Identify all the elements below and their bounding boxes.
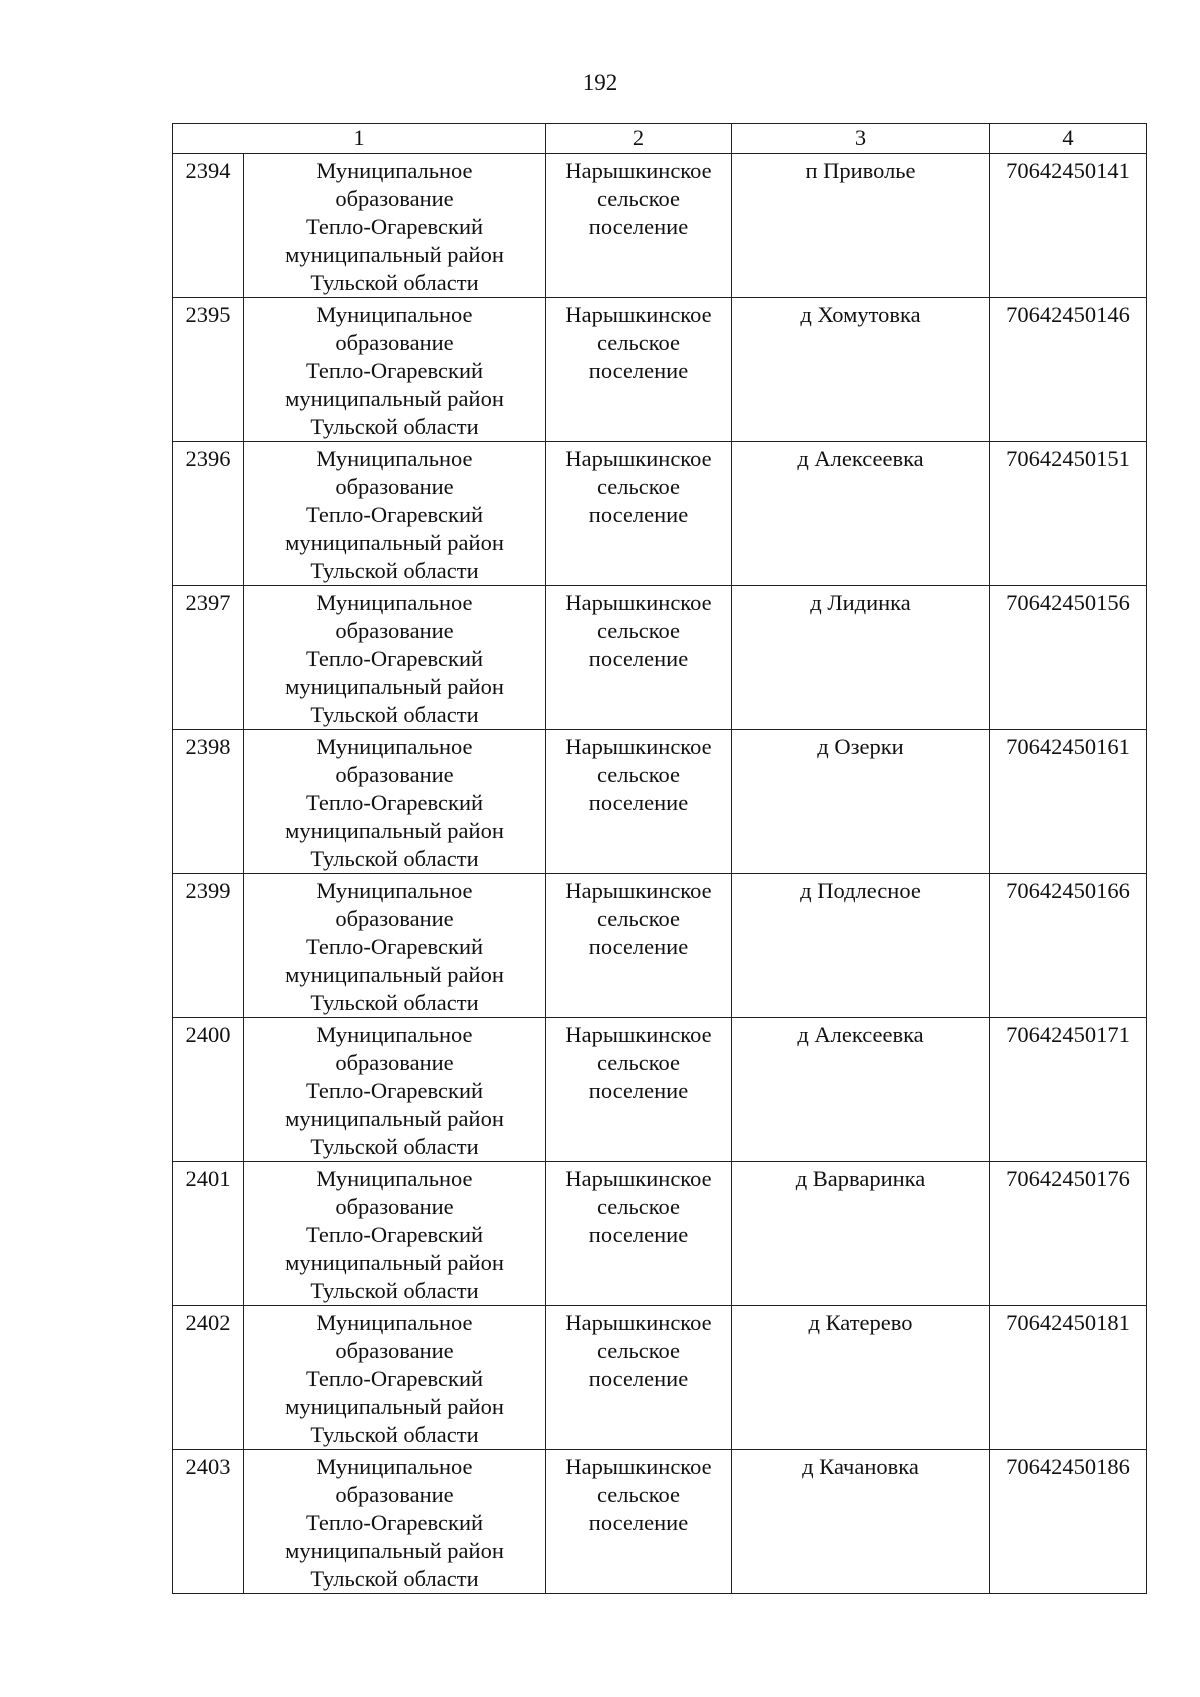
locality: п Приволье [732, 154, 990, 298]
municipal-formation-text: Муниципальное образование Тепло-Огаревский муниципальный район Тульской области [285, 878, 504, 1015]
row-number: 2396 [173, 442, 244, 586]
settlement [546, 1306, 732, 1450]
table-row [173, 730, 1147, 874]
row-number: 2403 [173, 1450, 244, 1594]
table-header [173, 124, 1147, 154]
municipal-formation-text: Муниципальное образование Тепло-Огаревский муниципальный район Тульской области [285, 1454, 504, 1591]
table-row [173, 586, 1147, 730]
locality: д Варваринка [732, 1162, 990, 1306]
header-col-3: 3 [732, 124, 990, 154]
locality: д Катерево [732, 1306, 990, 1450]
settlement [546, 298, 732, 442]
locality: д Хомутовка [732, 298, 990, 442]
row-number: 2402 [173, 1306, 244, 1450]
settlement [546, 1450, 732, 1594]
municipal-formation [244, 154, 546, 298]
row-number: 2398 [173, 730, 244, 874]
municipal-formation [244, 442, 546, 586]
header-col-4: 4 [990, 124, 1147, 154]
municipal-formation-text: Муниципальное образование Тепло-Огаревский муниципальный район Тульской области [285, 1310, 504, 1447]
row-number: 2397 [173, 586, 244, 730]
row-number: 2401 [173, 1162, 244, 1306]
municipal-formation-text: Муниципальное образование Тепло-Огаревский муниципальный район Тульской области [285, 1022, 504, 1159]
municipal-formation [244, 730, 546, 874]
table-row [173, 298, 1147, 442]
settlement [546, 730, 732, 874]
locality: д Озерки [732, 730, 990, 874]
settlement [546, 154, 732, 298]
table-row [173, 442, 1147, 586]
table-row [173, 154, 1147, 298]
municipal-formation [244, 1162, 546, 1306]
settlement [546, 442, 732, 586]
settlement-text: Нарышкинское сельское поселение [565, 590, 712, 671]
municipal-formation [244, 586, 546, 730]
oktmo-code: 70642450141 [990, 154, 1147, 298]
oktmo-code: 70642450181 [990, 1306, 1147, 1450]
row-number: 2394 [173, 154, 244, 298]
table-row [173, 874, 1147, 1018]
municipal-formation-text: Муниципальное образование Тепло-Огаревский муниципальный район Тульской области [285, 734, 504, 871]
oktmo-code: 70642450166 [990, 874, 1147, 1018]
settlement-text: Нарышкинское сельское поселение [565, 446, 712, 527]
municipal-formation-text: Муниципальное образование Тепло-Огаревский муниципальный район Тульской области [285, 158, 504, 295]
settlement-text: Нарышкинское сельское поселение [565, 878, 712, 959]
page-number: 192 [582, 70, 618, 95]
municipal-formation-text: Муниципальное образование Тепло-Огаревский муниципальный район Тульской области [285, 1166, 504, 1303]
registry-table [172, 123, 1147, 1594]
header-col-2: 2 [546, 124, 732, 154]
municipal-formation-text: Муниципальное образование Тепло-Огаревский муниципальный район Тульской области [285, 590, 504, 727]
oktmo-code: 70642450151 [990, 442, 1147, 586]
settlement-text: Нарышкинское сельское поселение [565, 1454, 712, 1535]
municipal-formation-text: Муниципальное образование Тепло-Огаревский муниципальный район Тульской области [285, 302, 504, 439]
municipal-formation [244, 1306, 546, 1450]
settlement [546, 874, 732, 1018]
settlement [546, 1018, 732, 1162]
oktmo-code: 70642450146 [990, 298, 1147, 442]
row-number: 2395 [173, 298, 244, 442]
settlement-text: Нарышкинское сельское поселение [565, 734, 712, 815]
locality: д Качановка [732, 1450, 990, 1594]
table-body [173, 154, 1147, 1594]
municipal-formation-text: Муниципальное образование Тепло-Огаревский муниципальный район Тульской области [285, 446, 504, 583]
municipal-formation [244, 1450, 546, 1594]
table-row [173, 1018, 1147, 1162]
row-number: 2399 [173, 874, 244, 1018]
settlement-text: Нарышкинское сельское поселение [565, 1022, 712, 1103]
table-row [173, 1306, 1147, 1450]
header-row [173, 124, 1147, 154]
municipal-formation [244, 1018, 546, 1162]
oktmo-code: 70642450156 [990, 586, 1147, 730]
locality: д Алексеевка [732, 442, 990, 586]
row-number: 2400 [173, 1018, 244, 1162]
settlement [546, 1162, 732, 1306]
locality: д Лидинка [732, 586, 990, 730]
municipal-formation [244, 874, 546, 1018]
settlement-text: Нарышкинское сельское поселение [565, 1166, 712, 1247]
locality: д Подлесное [732, 874, 990, 1018]
table-row [173, 1162, 1147, 1306]
oktmo-code: 70642450171 [990, 1018, 1147, 1162]
header-col-1: 1 [173, 124, 546, 154]
settlement-text: Нарышкинское сельское поселение [565, 158, 712, 239]
municipal-formation [244, 298, 546, 442]
oktmo-code: 70642450186 [990, 1450, 1147, 1594]
locality: д Алексеевка [732, 1018, 990, 1162]
oktmo-code: 70642450176 [990, 1162, 1147, 1306]
settlement [546, 586, 732, 730]
settlement-text: Нарышкинское сельское поселение [565, 1310, 712, 1391]
settlement-text: Нарышкинское сельское поселение [565, 302, 712, 383]
table-row [173, 1450, 1147, 1594]
oktmo-code: 70642450161 [990, 730, 1147, 874]
